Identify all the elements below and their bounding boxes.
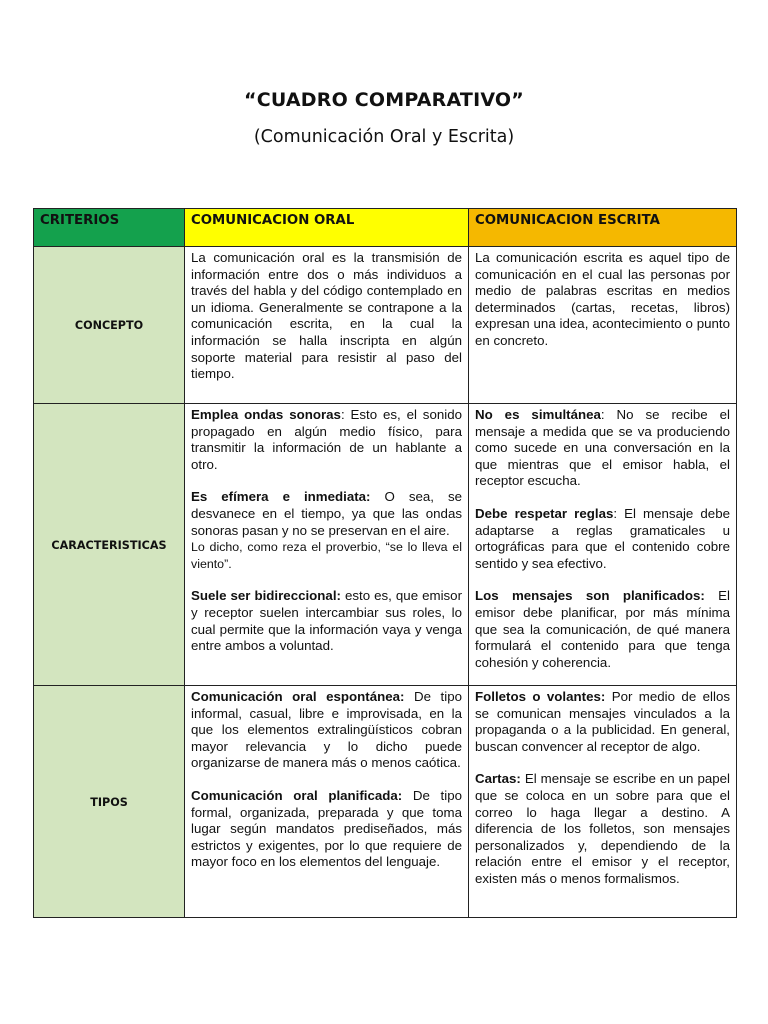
cell-paragraph: No es simultánea: No se recibe el mensaje a medida que se va produciendo como sucede en una conversación en la que mientras que el emisor habla, el receptor escucha. bbox=[475, 407, 730, 489]
oral-cell bbox=[185, 686, 469, 918]
table-row-concepto bbox=[34, 247, 737, 404]
header-comunicacion-oral: COMUNICACION ORAL bbox=[185, 209, 469, 247]
cell-paragraph: La comunicación escrita es aquel tipo de comunicación en el cual las personas por medio de palabras escritas en medios determinados (cartas, recetas, libros) expresan una idea, acontecimiento o punto en concreto. bbox=[475, 250, 730, 348]
escrita-cell bbox=[469, 247, 737, 404]
escrita-cell bbox=[469, 686, 737, 918]
cell-paragraph: Comunicación oral espontánea: De tipo informal, casual, libre e improvisada, en la que los elementos extralingüísticos cobran mayor relevancia y lo dicho puede organizarse de manera más o menos caótica. bbox=[191, 689, 462, 771]
table-row-tipos bbox=[34, 686, 737, 918]
header-comunicacion-escrita: COMUNICACION ESCRITA bbox=[469, 209, 737, 247]
escrita-cell bbox=[469, 404, 737, 686]
criterion-cell: CONCEPTO bbox=[34, 247, 185, 404]
document-subtitle: (Comunicación Oral y Escrita) bbox=[253, 127, 515, 147]
document-title: “CUADRO COMPARATIVO” bbox=[244, 89, 524, 111]
header-criterios: CRITERIOS bbox=[34, 209, 185, 247]
table-row-caracteristicas bbox=[34, 404, 737, 686]
cell-paragraph: Es efímera e inmediata: O sea, se desvanece en el tiempo, ya que las ondas sonoras pasan y no se preservan en el aire. bbox=[191, 489, 462, 538]
cell-paragraph: Cartas: El mensaje se escribe en un papel que se coloca en un sobre para que el correo lo haga llegar a destino. A diferencia de los folletos, son mensajes personalizados y, dependiendo de la relación entre el emisor y el receptor, existen más o menos formalismos. bbox=[475, 771, 730, 886]
cell-paragraph-note: Lo dicho, como reza el proverbio, “se lo lleva el viento”. bbox=[191, 540, 462, 571]
comparison-table bbox=[33, 208, 737, 918]
oral-cell bbox=[185, 404, 469, 686]
cell-paragraph: Emplea ondas sonoras: Esto es, el sonido propagado en algún medio físico, para transmitir la información de un hablante a otro. bbox=[191, 407, 462, 472]
criterion-cell: TIPOS bbox=[34, 686, 185, 918]
oral-cell bbox=[185, 247, 469, 404]
cell-paragraph: Suele ser bidireccional: esto es, que emisor y receptor suelen intercambiar sus roles, lo cual permite que la información vaya y venga entre ambos a voluntad. bbox=[191, 588, 463, 654]
cell-paragraph: Folletos o volantes: Por medio de ellos se comunican mensajes vinculados a la propaganda o a la publicidad. En general, buscan convencer al receptor de algo. bbox=[475, 689, 730, 754]
cell-paragraph: Comunicación oral planificada: De tipo formal, organizada, preparada y que toma lugar según mandatos prediseñados, más estrictos y exigentes, por lo que requiere de mayor foco en los elementos del lenguaje. bbox=[191, 787, 462, 870]
cell-paragraph: La comunicación oral es la transmisión de información entre dos o más individuos a través del habla y del código contemplado en un idioma. Generalmente se contrapone a la comunicación escrita, en la cual la información se halla inscripta en algún soporte material para resistir al paso del tiempo. bbox=[191, 250, 462, 382]
table-header-row bbox=[34, 209, 737, 247]
cell-paragraph: Debe respetar reglas: El mensaje debe adaptarse a reglas gramaticales u ortográficas para que el contenido cobre sentido y sea efectivo. bbox=[475, 505, 730, 571]
criterion-cell: CARACTERISTICAS bbox=[34, 404, 185, 686]
cell-paragraph: Los mensajes son planificados: El emisor debe planificar, por más mínima que sea la comunicación, de qué manera formulará el contenido para que tenga cohesión y coherencia. bbox=[475, 588, 730, 670]
